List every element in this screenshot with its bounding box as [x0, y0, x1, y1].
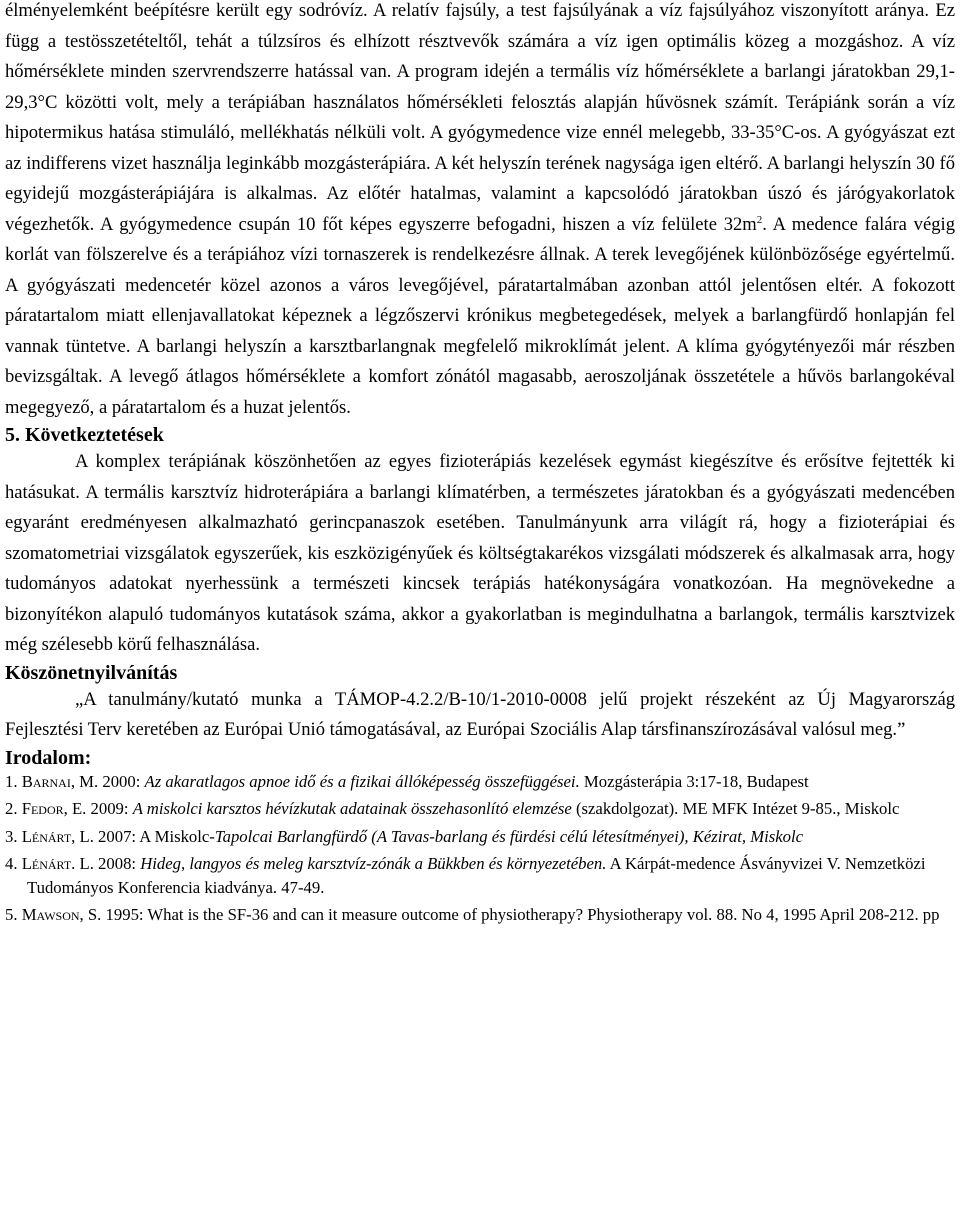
references-heading: Irodalom: — [5, 746, 92, 769]
reference-item: 2. Fedor, E. 2009: A miskolci karsztos hévízkutak adatainak összehasonlító elemzése (szakdolgozat). ME MFK Intézet 9-85., Miskolc — [5, 799, 900, 818]
references-list — [5, 770, 955, 927]
reference-item: 1. Barnai, M. 2000: Az akaratlagos apnoe idő és a fizikai állóképesség összefüggései. Mozgásterápia 3:17-18, Budapest — [5, 771, 809, 791]
conclusions-paragraph: A komplex terápiának köszönhetően az egyes fizioterápiás kezelések egymást kiegészítve és erősítve fejtették ki hatásukat. A termális karsztvíz hidroterápiára a barlangi klímatérben, a természetes járatokban és a gyógyászati medencében egyaránt eredményesen alkalmazható gerincpanaszok esetében. Tanulmányunk arra világít rá, hogy a fizioterápiai és szomatometriai vizsgálatok egyszerűek, kis eszközigényűek és költségtakarékos vizsgálati módszerek és alkalmasak arra, hogy tudományos adatokat nyerhessünk a természeti kincsek terápiás hatékonyságára vonatkozóan. Ha megnövekedne a bizonyítékon alapuló tudományos kutatások száma, akkor a gyakorlatban is megindulhatna a barlangok, termális karsztvizek még szélesebb körű felhasználása. — [5, 451, 955, 655]
results-text-part-2: . A medence falára végig korlát van fölszerelve és a terápiához vízi tornaszerek is rendelkezésre állnak. A terek levegőjének különbözősége egyértelmű. A gyógyászati medencetér közel azonos a város levegőjével, páratartalmában azonban attól jelentősen eltér. A fokozott páratartalom miatt ellenjavallatokat képeznek a légzőszervi krónikus megbetegedések, melyek a barlangfürdő honlapján fel vannak tüntetve. A barlangi helyszín a karsztbarlangnak megfelelő mikroklímát jelent. A klíma gyógytényezői már részben bevizsgáltak. A levegő átlagos hőmérséklete a komfort zónától magasabb, aeroszoljának összetétele a hűvös barlangokéval megegyező, a páratartalom és a huzat jelentős. — [5, 213, 955, 418]
reference-item: 3. Lénárt, L. 2007: A Miskolc-Tapolcai Barlangfürdő (A Tavas-barlang és fürdési célú létesítményei), Kézirat, Miskolc — [5, 826, 804, 846]
superscript-squared: 2 — [756, 213, 763, 226]
acknowledgement-heading: Köszönetnyilvánítás — [5, 661, 178, 684]
reference-item: 4. Lénárt. L. 2008: Hideg, langyos és meleg karsztvíz-zónák a Bükkben és környezetében. A Kárpát-medence Ásványvizei V. Nemzetközi Tudományos Konferencia kiadványa. 47-49. — [5, 854, 926, 897]
results-paragraph — [5, 0, 955, 423]
reference-item: 5. Mawson, S. 1995: What is the SF-36 and can it measure outcome of physiotherapy? Physiotherapy vol. 88. No 4, 1995 April 208-212. pp — [5, 905, 940, 924]
results-text-part-1: élményelemként beépítésre került egy sodróvíz. A relatív fajsúly, a test fajsúlyának a víz fajsúlyához viszonyított aránya. Ez függ a testösszetételtől, tehát a túlzsíros és elhízott résztvevők számára a víz igen optimális közeg a mozgáshoz. A víz hőmérséklete minden szervrendszerre hatással van. A program idején a termális víz hőmérséklete a barlangi járatokban 29,1-29,3°C közötti volt, mely a terápiában használatos hőmérsékleti felosztás alapján hűvösnek számít. Terápiánk során a víz hipotermikus hatása stimuláló, mellékhatás nélküli volt. A gyógymedence vize ennél melegebb, 33-35°C-os. A gyógyászat ezt az indifferens vizet használja leginkább mozgásterápiára. A két helyszín terének nagysága igen eltérő. A barlangi helyszín 30 fő egyidejű mozgásterápiájára is alkalmas. Az előtér hatalmas, valamint a kapcsolódó járatokban úszó és járógyakorlatok végezhetők. A gyógymedence csupán 10 főt képes egyszerre befogadni, hiszen a víz felülete 32m — [5, 0, 955, 235]
acknowledgement-paragraph: „A tanulmány/kutató munka a TÁMOP-4.2.2/B-10/1-2010-0008 jelű projekt részeként az Új Magyarország Fejlesztési Terv keretében az Európai Unió támogatásával, az Európai Szociális Alap társfinanszírozásával valósul meg.” — [5, 688, 955, 740]
conclusions-heading: 5. Következtetések — [5, 424, 164, 446]
